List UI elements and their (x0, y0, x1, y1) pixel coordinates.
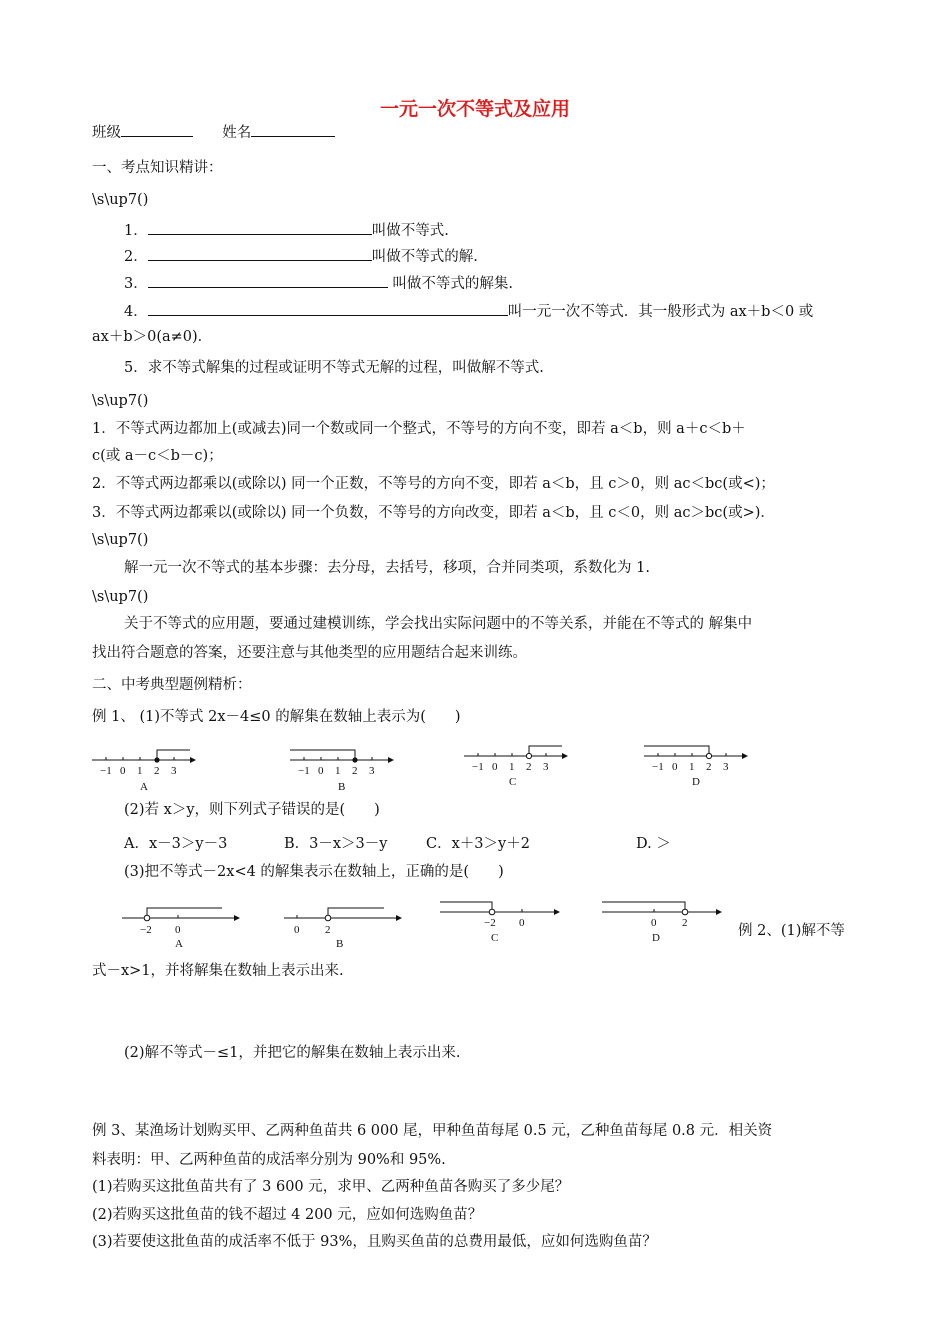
example-2-q1: 式－x>1，并将解集在数轴上表示出来. (92, 963, 344, 979)
example-1-q1: 例 1、 (1)不等式 2x－4≤0 的解集在数轴上表示为( ) (92, 709, 461, 725)
definition-5: 5．求不等式解集的过程或证明不等式无解的过程，叫做解不等式. (124, 360, 544, 376)
svg-text:2: 2 (352, 765, 358, 777)
option-c: C．x＋3＞y＋2 (426, 836, 530, 852)
svg-text:0: 0 (175, 924, 181, 936)
solving-steps: 解一元一次不等式的基本步骤：去分母，去括号，移项，合并同类项，系数化为 1. (124, 560, 650, 576)
number-line-option-d[interactable] (640, 742, 750, 788)
section1-heading: 一、考点知识精讲： (92, 160, 223, 176)
name-label: 姓名 (222, 125, 252, 141)
svg-text:0: 0 (519, 917, 525, 929)
number-line-q3-option-d[interactable] (598, 894, 726, 946)
number-line-q3-option-a[interactable] (118, 900, 244, 952)
example-2-q2: (2)解不等式－≤1，并把它的解集在数轴上表示出来. (124, 1045, 461, 1061)
property-2: 2．不等式两边都乘以(或除以) 同一个正数，不等号的方向不变，即若 a＜b，且 c＞0，则 ac＜bc(或<)； (92, 476, 775, 492)
number-line-option-c[interactable] (460, 742, 570, 788)
svg-text:0: 0 (318, 765, 324, 777)
svg-text:−2: −2 (484, 917, 496, 929)
example-2-start: 例 2、(1)解不等 (738, 923, 845, 939)
svg-text:0: 0 (492, 761, 498, 773)
example-3-q3: (3)若要使这批鱼苗的成活率不低于 93%，且购买鱼苗的总费用最低，应如何选购鱼苗？ (92, 1234, 657, 1250)
section2-heading: 二、中考典型题例精析： (92, 677, 252, 693)
property-1: 1．不等式两边都加上(或减去)同一个数或同一个整式，不等号的方向不变，即若 a＜b，则 a＋c＜b＋ (92, 421, 746, 437)
svg-text:3: 3 (723, 761, 729, 773)
svg-text:3: 3 (543, 761, 549, 773)
blank-1[interactable] (148, 219, 372, 235)
svg-text:−1: −1 (298, 765, 310, 777)
class-blank[interactable] (121, 121, 193, 137)
q3-label-a: A (175, 938, 183, 950)
svg-text:−1: −1 (100, 765, 112, 777)
option-label-a: A (140, 781, 148, 792)
option-label-b: B (338, 781, 346, 792)
blank-2[interactable] (148, 245, 372, 261)
page-title: 一元一次不等式及应用 (379, 98, 570, 120)
definition-3: 3． 叫做不等式的解集. (124, 272, 513, 294)
example-3-q2: (2)若购买这批鱼苗的钱不超过 4 200 元，应如何选购鱼苗？ (92, 1207, 483, 1223)
example-1-q2: (2)若 x＞y，则下列式子错误的是( ) (124, 802, 380, 818)
marker: \s\up7() (92, 393, 149, 409)
option-label-c: C (509, 776, 517, 788)
marker: \s\up7() (92, 589, 149, 605)
example-3-cont: 料表明：甲、乙两种鱼苗的成活率分别为 90%和 95%. (92, 1152, 446, 1168)
svg-text:3: 3 (171, 765, 177, 777)
number-line-q3-option-c[interactable] (436, 894, 564, 946)
example-3: 例 3、某渔场计划购买甲、乙两种鱼苗共 6 000 尾，甲种鱼苗每尾 0.5 元，乙种鱼苗每尾 0.8 元．相关资 (92, 1123, 773, 1139)
svg-text:−2: −2 (140, 924, 152, 936)
svg-text:0: 0 (294, 924, 300, 936)
property-1-cont: c(或 a－c＜b－c)； (92, 448, 223, 464)
blank-3[interactable] (148, 272, 388, 288)
number-line-option-a[interactable] (88, 746, 198, 792)
q3-label-c: C (491, 932, 499, 944)
option-a: A．x－3＞y－3 (124, 836, 228, 852)
number-line-option-b[interactable] (286, 746, 396, 792)
marker: \s\up7() (92, 532, 149, 548)
svg-text:1: 1 (137, 765, 143, 777)
option-d: D. ＞ (636, 836, 671, 852)
application-note-cont: 找出符合题意的答案，还要注意与其他类型的应用题结合起来训练。 (92, 645, 527, 661)
name-blank[interactable] (251, 121, 335, 137)
q3-label-d: D (652, 932, 660, 944)
svg-text:−1: −1 (652, 761, 664, 773)
svg-text:−1: −1 (472, 761, 484, 773)
number-line-q3-option-b[interactable] (280, 900, 406, 952)
definition-2: 2． 叫做不等式的解. (124, 245, 478, 267)
svg-text:3: 3 (369, 765, 375, 777)
property-3: 3．不等式两边都乘以(或除以) 同一个负数，不等号的方向改变，即若 a＜b，且 c＜0，则 ac＞bc(或>)． (92, 505, 775, 521)
class-name-line (92, 121, 335, 143)
blank-4[interactable] (148, 300, 508, 316)
option-label-d: D (692, 776, 700, 788)
definition-1: 1． 叫做不等式. (124, 219, 449, 241)
svg-text:0: 0 (672, 761, 678, 773)
svg-text:2: 2 (706, 761, 712, 773)
example-1-q3: (3)把不等式－2x<4 的解集表示在数轴上，正确的是( ) (124, 864, 504, 880)
definition-4: 4． 叫一元一次不等式．其一般形式为 ax＋b＜0 或 (124, 300, 813, 322)
svg-text:0: 0 (651, 917, 657, 929)
svg-text:2: 2 (325, 924, 331, 936)
application-note: 关于不等式的应用题，要通过建模训练，学会找出实际问题中的不等关系，并能在不等式的 解集中 (124, 616, 753, 632)
example-3-q1: (1)若购买这批鱼苗共有了 3 600 元，求甲、乙两种鱼苗各购买了多少尾？ (92, 1179, 570, 1195)
svg-text:1: 1 (335, 765, 341, 777)
option-b: B．3－x＞3－y (284, 836, 388, 852)
marker: \s\up7() (92, 192, 149, 208)
svg-text:1: 1 (689, 761, 695, 773)
svg-text:2: 2 (682, 917, 688, 929)
class-label: 班级 (92, 125, 121, 141)
q3-label-b: B (336, 938, 344, 950)
svg-text:2: 2 (526, 761, 532, 773)
definition-4-cont: ax＋b＞0(a≠0)． (92, 329, 213, 345)
svg-text:2: 2 (154, 765, 160, 777)
example-1-q2-options (124, 834, 671, 854)
svg-text:1: 1 (509, 761, 515, 773)
svg-text:0: 0 (120, 765, 126, 777)
